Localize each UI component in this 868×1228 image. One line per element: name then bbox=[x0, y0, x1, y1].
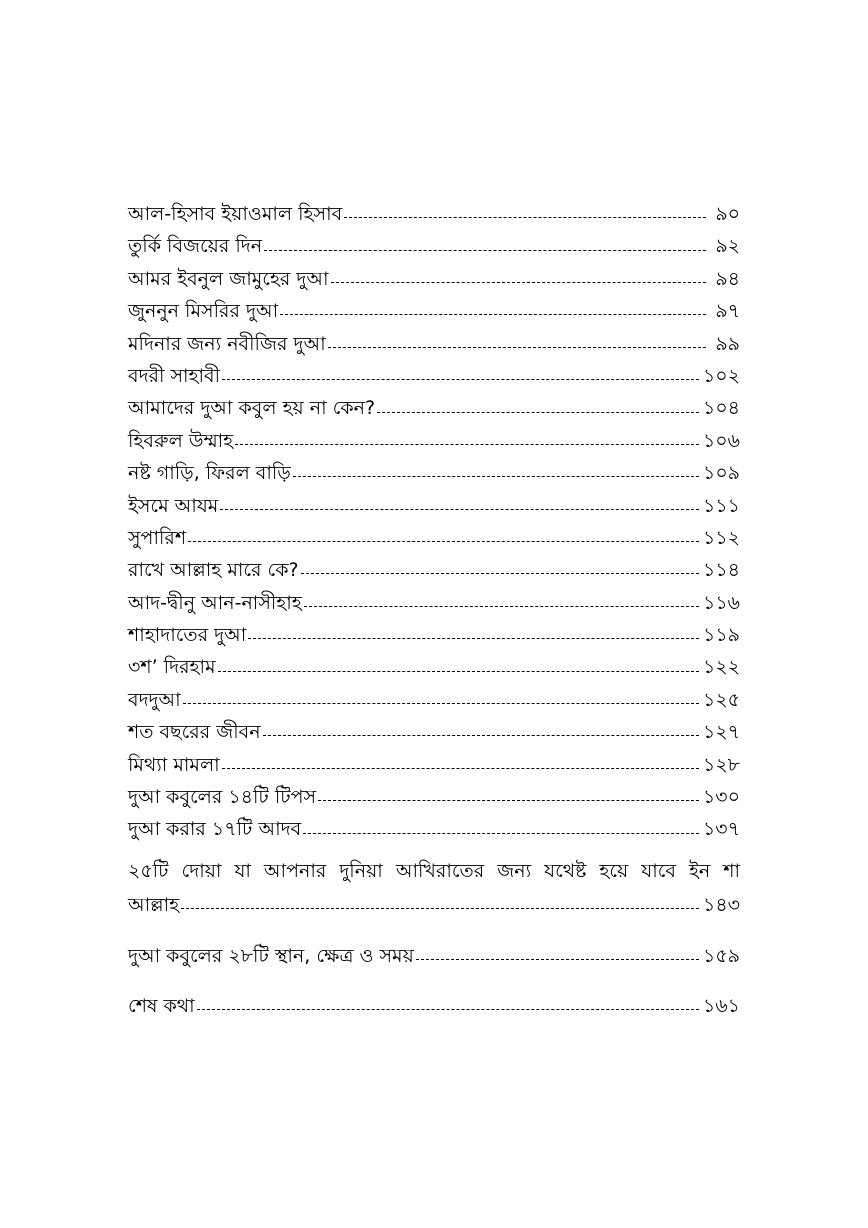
dot-leader bbox=[181, 907, 699, 909]
toc-page-number: ১৬১ bbox=[702, 995, 740, 1018]
toc-entry[interactable] bbox=[128, 522, 740, 554]
toc-entry-title: তুর্কি বিজয়ের দিন bbox=[128, 235, 263, 258]
toc-entry-title: শাহাদাতের দুআ bbox=[128, 624, 247, 647]
toc-entry-title: শত বছরের জীবন bbox=[128, 721, 261, 744]
toc-entry-title: হিবরুল উম্মাহ bbox=[128, 429, 234, 452]
toc-entry-title: শেষ কথা bbox=[128, 995, 195, 1018]
toc-entry[interactable] bbox=[128, 940, 740, 972]
toc-long-entry-title-line2: আল্লাহ bbox=[128, 893, 180, 916]
toc-page-number: ১৪৩ bbox=[702, 893, 740, 916]
toc-entry-title: রাখে আল্লাহ মারে কে? bbox=[128, 559, 299, 582]
dot-leader bbox=[222, 767, 699, 769]
toc-entry[interactable] bbox=[128, 651, 740, 683]
toc-entry-title: নষ্ট গাড়ি, ফিরল বাড়ি bbox=[128, 462, 291, 485]
dot-leader bbox=[183, 702, 699, 704]
toc-page-number: ৯২ bbox=[715, 235, 740, 258]
toc-page-number: ৯৯ bbox=[715, 332, 740, 355]
toc-page-number: ১০৪ bbox=[702, 397, 740, 420]
toc-page-number: ১১৯ bbox=[703, 624, 740, 647]
toc-entry[interactable] bbox=[128, 328, 740, 360]
toc-entry-title: মিথ্যা মামলা bbox=[128, 753, 220, 776]
toc-page-number: ১১৬ bbox=[702, 591, 740, 614]
dot-leader bbox=[197, 1008, 699, 1010]
toc-entry-title: দুআ করার ১৭টি আদব bbox=[128, 818, 302, 841]
toc-long-entry-line1[interactable] bbox=[128, 854, 740, 888]
toc-page-number: ১১৪ bbox=[703, 559, 740, 582]
toc-entry[interactable] bbox=[128, 813, 740, 845]
toc-page-number: ১২৭ bbox=[702, 721, 740, 744]
toc-entry-title: ইসমে আযম bbox=[128, 494, 219, 517]
dot-leader bbox=[301, 572, 699, 574]
toc-entry[interactable] bbox=[128, 990, 740, 1022]
toc-page-number: ১০২ bbox=[702, 364, 740, 387]
dot-leader bbox=[304, 605, 699, 607]
dot-leader bbox=[248, 637, 699, 639]
toc-page-number: ১৫৯ bbox=[703, 944, 740, 967]
toc-entry[interactable] bbox=[128, 457, 740, 489]
dot-leader bbox=[220, 508, 699, 510]
toc-entry[interactable] bbox=[128, 425, 740, 457]
dot-leader bbox=[344, 216, 706, 218]
dot-leader bbox=[264, 249, 706, 251]
toc-entry-title: আদ-দ্বীনু আন-নাসীহাহ bbox=[128, 591, 302, 614]
dot-leader bbox=[222, 378, 699, 380]
toc-page-number: ১২৫ bbox=[702, 688, 740, 711]
dot-leader bbox=[293, 475, 699, 477]
toc-entry-title: সুপারিশ bbox=[128, 526, 187, 549]
toc-page-number: ৯০ bbox=[715, 203, 740, 225]
toc-page-number: ১৩৭ bbox=[702, 818, 740, 841]
toc-entry-title: আমাদের দুআ কবুল হয় না কেন? bbox=[128, 397, 376, 420]
toc-page-number: ১১১ bbox=[703, 494, 740, 517]
toc-entry-title: বদদুআ bbox=[128, 688, 181, 711]
dot-leader bbox=[188, 540, 699, 542]
toc-long-entry-title-line1: ২৫টি দোয়া যা আপনার দুনিয়া আখিরাতের জন্য যথেষ্ট হয়ে যাবে ইন শা bbox=[128, 859, 740, 882]
toc-long-entry-line2[interactable] bbox=[128, 888, 740, 922]
toc-page-number: ১২২ bbox=[702, 656, 740, 679]
toc-entry[interactable] bbox=[128, 554, 740, 586]
toc-entry-title: আল-হিসাব ইয়াওমাল হিসাব bbox=[128, 203, 343, 225]
toc-entry[interactable] bbox=[128, 230, 740, 262]
dot-leader bbox=[218, 670, 699, 672]
toc-page-number: ১০৬ bbox=[702, 429, 740, 452]
toc-entry-title: জুননুন মিসরির দুআ bbox=[128, 300, 279, 323]
dot-leader bbox=[263, 734, 699, 736]
dot-leader bbox=[328, 346, 706, 348]
toc-page-number: ১১২ bbox=[702, 526, 740, 549]
toc-entry[interactable] bbox=[128, 619, 740, 651]
toc-page-number: ১৩০ bbox=[702, 786, 740, 809]
toc-entry-title: ৩শ’ দিরহাম bbox=[128, 656, 216, 679]
dot-leader bbox=[416, 958, 699, 960]
dot-leader bbox=[318, 799, 699, 801]
toc-page-number: ৯৭ bbox=[715, 300, 740, 323]
toc-entry-title: বদরী সাহাবী bbox=[128, 364, 221, 387]
dot-leader bbox=[331, 281, 706, 283]
toc-entry[interactable] bbox=[128, 360, 740, 392]
toc-entry[interactable] bbox=[128, 295, 740, 327]
toc-entry[interactable] bbox=[128, 749, 740, 781]
toc-entry[interactable] bbox=[128, 490, 740, 522]
toc-page-number: ১০৯ bbox=[702, 462, 740, 485]
toc-entry[interactable] bbox=[128, 781, 740, 813]
toc-entry-title: দুআ কবুলের ১৪টি টিপস bbox=[128, 786, 317, 809]
dot-leader bbox=[377, 411, 699, 413]
table-of-contents bbox=[128, 198, 740, 1023]
toc-entry-title: আমর ইবনুল জামুহের দুআ bbox=[128, 267, 329, 290]
toc-page-number: ৯৪ bbox=[715, 267, 740, 290]
toc-entry[interactable] bbox=[128, 716, 740, 748]
toc-entry[interactable] bbox=[128, 684, 740, 716]
toc-page-number: ১২৮ bbox=[702, 753, 740, 776]
dot-leader bbox=[235, 443, 699, 445]
toc-entry-title: দুআ কবুলের ২৮টি স্থান, ক্ষেত্র ও সময় bbox=[128, 944, 414, 967]
toc-entry-title: মদিনার জন্য নবীজির দুআ bbox=[128, 332, 326, 355]
dot-leader bbox=[303, 832, 699, 834]
toc-entry[interactable] bbox=[128, 198, 740, 230]
toc-entry[interactable] bbox=[128, 263, 740, 295]
dot-leader bbox=[280, 313, 706, 315]
toc-entry[interactable] bbox=[128, 587, 740, 619]
toc-entry[interactable] bbox=[128, 392, 740, 424]
